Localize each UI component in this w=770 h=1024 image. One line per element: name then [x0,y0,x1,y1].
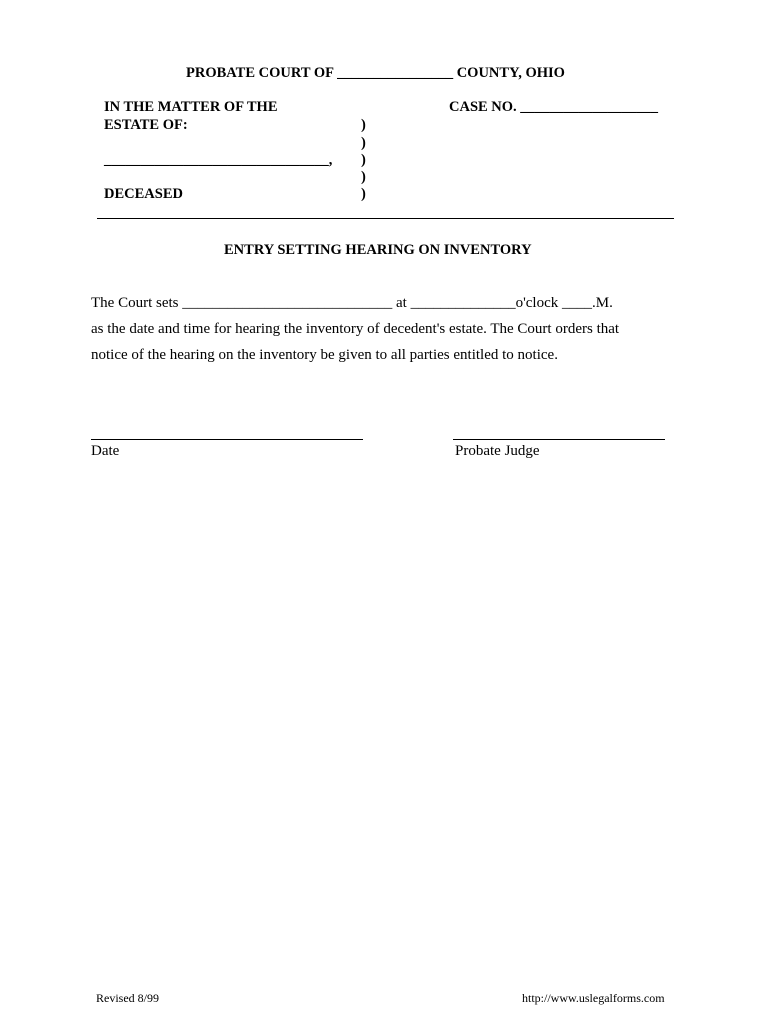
caption-divider [97,218,674,219]
caption-paren: ) [361,186,366,202]
court-heading: PROBATE COURT OF ________________ COUNTY, OHIO [186,65,565,81]
caption-paren: ) [361,117,366,133]
body-line-3: notice of the hearing on the inventory be given to all parties entitled to notice. [91,347,558,363]
judge-signature-line [453,439,665,440]
decedent-name-blank: _______________________________, [104,152,333,168]
caption-paren: ) [361,135,366,151]
date-signature-line [91,439,363,440]
document-title: ENTRY SETTING HEARING ON INVENTORY [224,242,532,258]
caption-paren: ) [361,152,366,168]
body-line-2: as the date and time for hearing the inventory of decedent's estate. The Court orders that [91,321,620,337]
revision-note: Revised 8/99 [96,991,159,1005]
deceased-label: DECEASED [104,186,183,202]
matter-line-2: ESTATE OF: [104,117,188,133]
body-line-1: The Court sets ____________________________ at ______________o'clock ____.M. [91,295,613,311]
matter-line-1: IN THE MATTER OF THE [104,99,278,115]
caption-paren: ) [361,169,366,185]
probate-judge-label: Probate Judge [455,443,540,459]
date-label: Date [91,443,120,459]
case-number-field: CASE NO. ___________________ [449,99,659,115]
source-url: http://www.uslegalforms.com [522,991,665,1005]
